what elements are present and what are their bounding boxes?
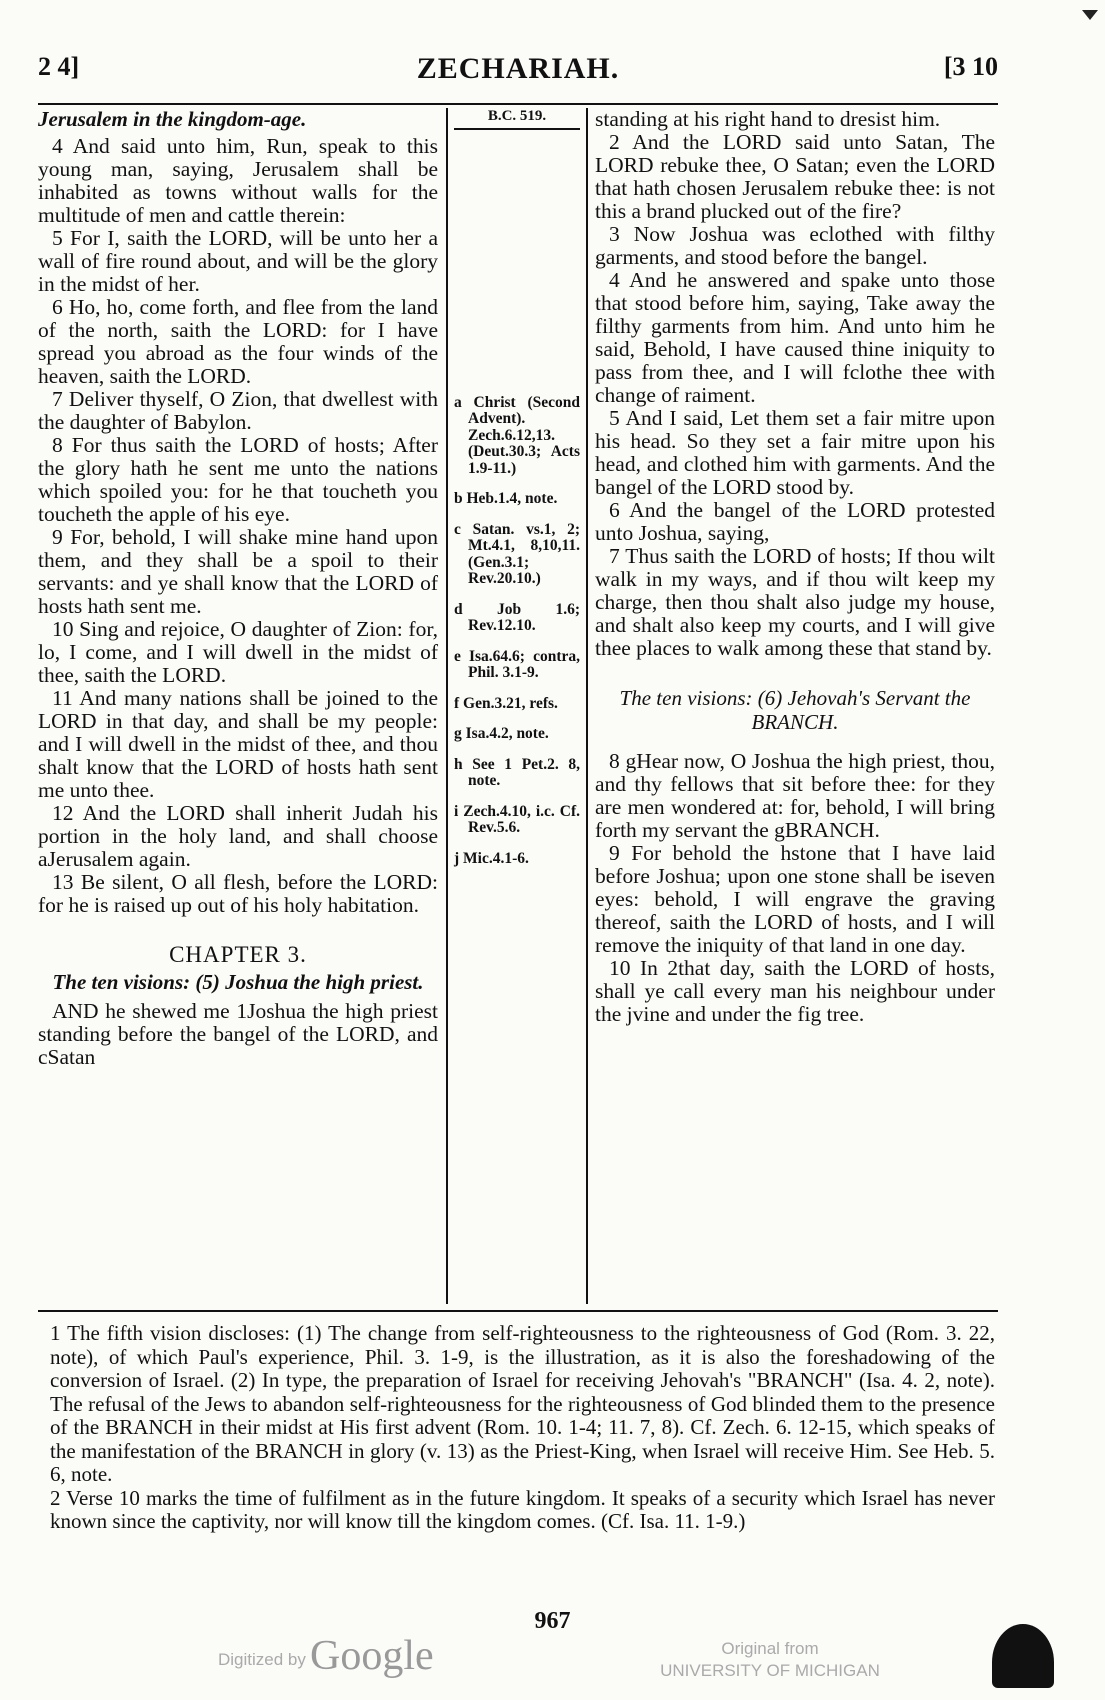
verse: 6 And the bangel of the LORD protested unto Joshua, saying,	[595, 498, 995, 545]
original-from-label: Original from	[721, 1639, 819, 1658]
chapter-verse-right: [3 10	[943, 52, 998, 81]
verse: standing at his right hand to dresist him.	[595, 107, 941, 131]
verse: 4 And he answered and spake unto those that stood before him, saying, Take away the filthy garments from him. And unto him he said, Behold, I have caused thine iniquity to pass from thee, and I will fclothe thee with change of raiment.	[595, 268, 995, 407]
cross-reference: f Gen.3.21, refs.	[454, 694, 558, 712]
book-title: ZECHARIAH.	[416, 52, 620, 85]
chapter-subtitle: The ten visions: (5) Joshua the high priest.	[52, 970, 424, 994]
footnote: 1 The fifth vision discloses: (1) The change from self-righteousness to the righteousness of God (Rom. 3. 22, note), of which Paul's experience, Phil. 3. 1-9, is the illustration, as it is also the foreshadowing of the conversion of Israel. (2) In type, the preparation of Israel for receiving Jehovah's "BRANCH" (Isa. 4. 2, note). The refusal of the Jews to abandon self-righteousness for the righteousness of God blinded them to the presence of the BRANCH in their midst at His first advent (Rom. 10. 1-4; 11. 7, 8). Cf. Zech. 6. 12-15, which speaks of the manifestation of the BRANCH in glory (v. 13) as the Priest-King, when Israel will receive Him. See Heb. 5. 6, note.	[50, 1321, 995, 1486]
verse: 7 Deliver thyself, O Zion, that dwellest with the daughter of Babylon.	[38, 387, 438, 434]
header-rule	[38, 103, 998, 105]
chapter-heading: CHAPTER 3.	[169, 942, 307, 967]
cross-reference: c Satan. vs.1, 2; Mt.4.1, 8,10,11. (Gen.3.1; Rev.20.10.)	[454, 520, 580, 587]
library-name: UNIVERSITY OF MICHIGAN	[660, 1661, 880, 1680]
verse: 13 Be silent, O all flesh, before the LORD: for he is raised up out of his holy habitation.	[38, 870, 438, 917]
verse: 6 Ho, ho, come forth, and flee from the land of the north, saith the LORD: for I have spread you abroad as the four winds of the heaven, saith the LORD.	[38, 295, 438, 388]
column-divider-right	[586, 108, 588, 1304]
library-credit	[650, 1638, 890, 1682]
verse: 10 Sing and rejoice, O daughter of Zion: for, lo, I come, and I will dwell in the midst of thee, saith the LORD.	[38, 617, 438, 687]
verse: 8 gHear now, O Joshua the high priest, thou, and thy fellows that sit before thee: for they are men wondered at: for, behold, I will bring forth my servant the gBRANCH.	[595, 749, 995, 842]
verse: 3 Now Joshua was eclothed with filthy garments, and stood before the bangel.	[595, 222, 995, 269]
date-heading: B.C. 519.	[454, 108, 580, 130]
google-logo: Google	[310, 1633, 434, 1679]
right-column	[595, 108, 995, 1026]
footnote-rule	[38, 1310, 998, 1312]
verse: 8 For thus saith the LORD of hosts; After the glory hath he sent me unto the nations which spoiled you: for he that toucheth you toucheth the apple of his eye.	[38, 433, 438, 526]
verse: 5 For I, saith the LORD, will be unto her a wall of fire round about, and will be the glory in the midst of her.	[38, 226, 438, 296]
verse: 10 In 2that day, saith the LORD of hosts, shall ye call every man his neighbour under the jvine and under the fig tree.	[595, 956, 995, 1026]
cross-reference: i Zech.4.10, i.c. Cf. Rev.5.6.	[454, 802, 580, 836]
page-header	[38, 52, 998, 92]
section-heading: Jerusalem in the kingdom-age.	[38, 107, 307, 131]
cross-reference: j Mic.4.1-6.	[454, 849, 529, 867]
cross-reference: g Isa.4.2, note.	[454, 725, 549, 742]
cross-reference: a Christ (Second Advent). Zech.6.12,13. (Deut.30.3; Acts 1.9-11.)	[454, 393, 580, 477]
footnotes	[50, 1322, 995, 1534]
column-divider-left	[446, 108, 448, 1304]
digitized-label: Digitized by	[218, 1650, 306, 1669]
verse: AND he shewed me 1Joshua the high priest standing before the bangel of the LORD, and cSatan	[38, 999, 438, 1069]
cross-reference: h See 1 Pet.2. 8, note.	[454, 755, 580, 789]
verse: 11 And many nations shall be joined to the LORD in that day, and shall be my people: and I will dwell in the midst of thee, and thou shalt know that the LORD of hosts hath sent me unto thee.	[38, 686, 438, 802]
verse: 9 For behold the hstone that I have laid before Joshua; upon one stone shall be iseven eyes: behold, I will engrave the graving thereof, saith the LORD of hosts, and I will remove the iniquity of that land in one day.	[595, 841, 995, 957]
chapter-verse-left: 2 4]	[38, 52, 80, 81]
verse: 12 And the LORD shall inherit Judah his portion in the holy land, and shall choose aJerusalem again.	[38, 801, 438, 871]
cross-reference: b Heb.1.4, note.	[454, 490, 558, 507]
verse: 5 And I said, Let them set a fair mitre upon his head. So they set a fair mitre upon his head, and clothed him with garments. And the bangel of the LORD stood by.	[595, 406, 995, 499]
footnote: 2 Verse 10 marks the time of fulfilment as in the future kingdom. It speaks of a security which Israel has never known since the captivity, nor will know till the kingdom comes. (Cf. Isa. 11. 1-9.)	[50, 1485, 995, 1533]
reference-column	[454, 108, 580, 881]
left-column	[38, 108, 438, 1069]
cross-reference: e Isa.64.6; contra, Phil. 3.1-9.	[454, 647, 580, 681]
cross-reference: d Job 1.6; Rev.12.10.	[454, 600, 580, 634]
section-heading: The ten visions: (6) Jehovah's Servant the BRANCH.	[619, 686, 971, 734]
verse: 2 And the LORD said unto Satan, The LORD rebuke thee, O Satan; even the LORD that hath chosen Jerusalem rebuke thee: is not this a brand plucked out of the fire?	[595, 130, 995, 223]
verse: 4 And said unto him, Run, speak to this young man, saying, Jerusalem shall be inhabited as towns without walls for the multitude of men and cattle therein:	[38, 134, 438, 227]
page-number: 967	[534, 1608, 571, 1634]
corner-mark	[1082, 10, 1098, 20]
verse: 9 For, behold, I will shake mine hand upon them, and they shall be a spoil to their servants: and ye shall know that the LORD of hosts hath sent me.	[38, 525, 438, 618]
verse: 7 Thus saith the LORD of hosts; If thou wilt walk in my ways, and if thou wilt keep my charge, then thou shalt also judge my house, and shalt also keep my courts, and I will give thee places to walk among these that stand by.	[595, 544, 995, 660]
